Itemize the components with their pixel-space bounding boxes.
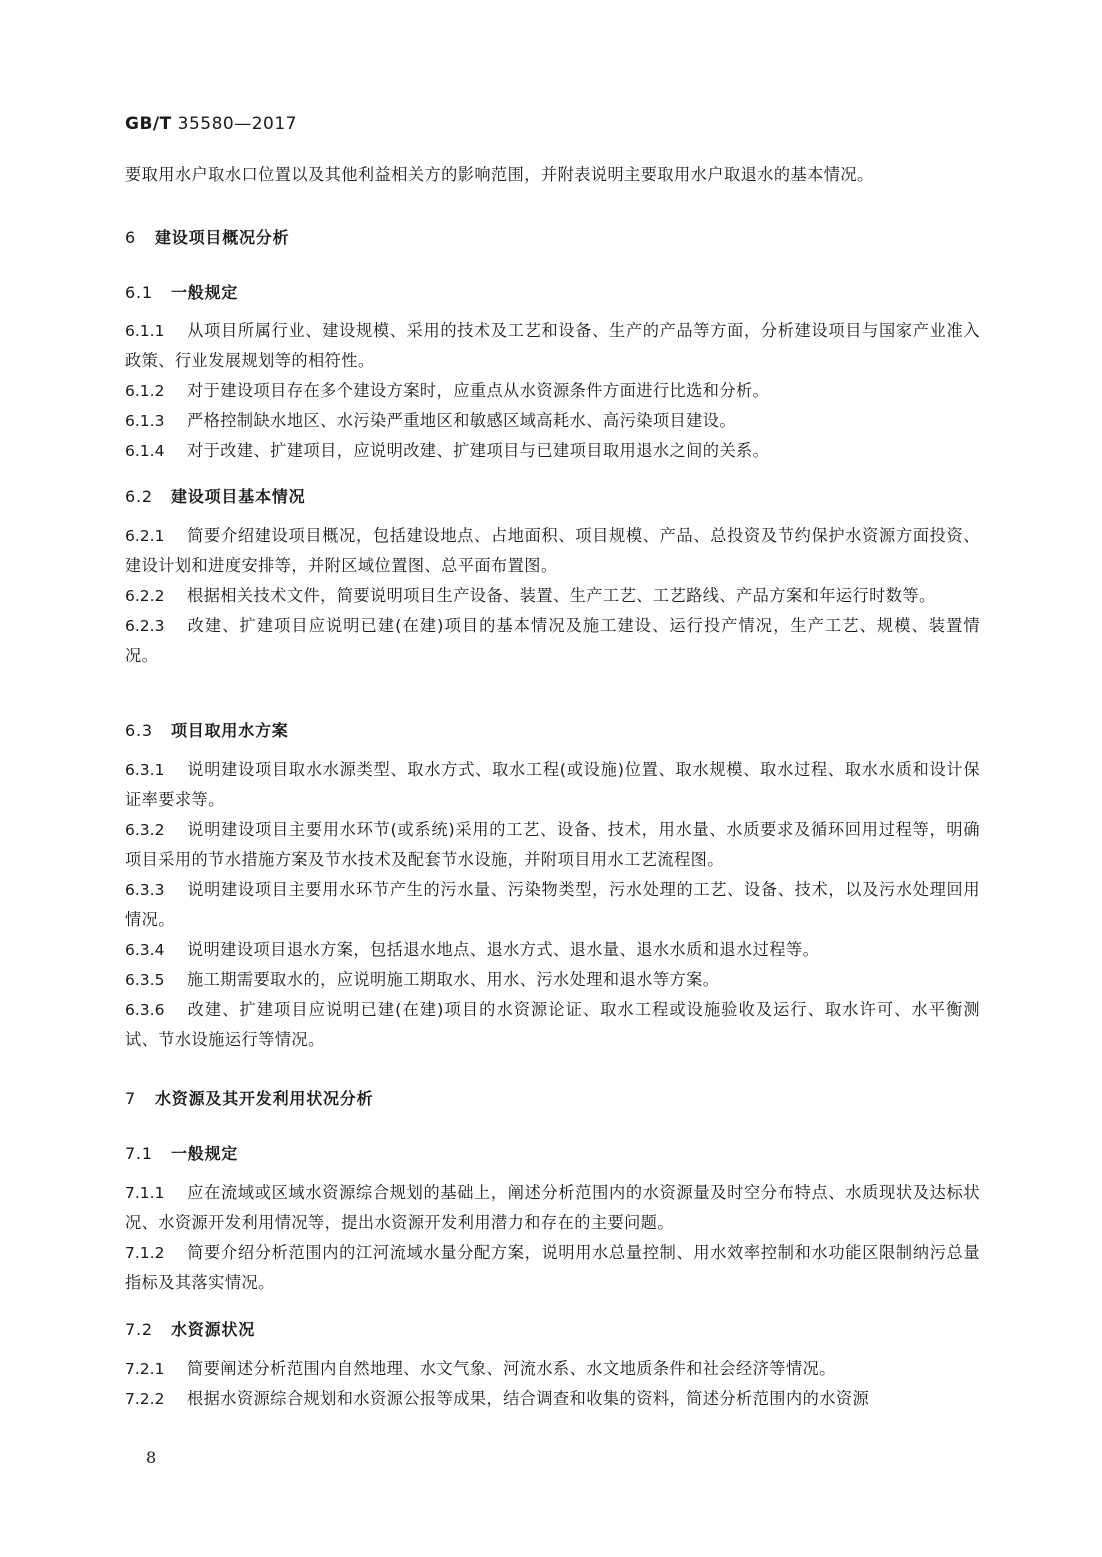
section-7-2-clauses: [125, 1354, 980, 1414]
clause-6-3-1: [125, 755, 980, 815]
clause-number: 6.3.3: [125, 881, 165, 899]
clause-number: 6.2.1: [125, 527, 165, 545]
standard-code: [125, 114, 297, 134]
intro-text: 要取用水户取水口位置以及其他利益相关方的影响范围，并附表说明主要取用水户取退水的基本情况。: [125, 165, 874, 184]
section-7-1-clauses: [125, 1178, 980, 1298]
clause-text: 说明建设项目取水水源类型、取水方式、取水工程(或设施)位置、取水规模、取水过程、取水水质和设计保证率要求等。: [125, 760, 980, 809]
standard-number: 35580—2017: [177, 114, 297, 134]
clause-text: 简要介绍建设项目概况，包括建设地点、占地面积、项目规模、产品、总投资及节约保护水资源方面投资、建设计划和进度安排等，并附区域位置图、总平面布置图。: [125, 526, 980, 575]
clause-6-3-3: [125, 875, 980, 935]
clause-6-1-3: [125, 406, 980, 436]
section-7-2-heading: [125, 1317, 980, 1340]
section-6-title: 建设项目概况分析: [155, 228, 290, 247]
clause-number: 6.3.6: [125, 1001, 165, 1019]
clause-number: 7.2.1: [125, 1360, 165, 1378]
standard-prefix: GB/T: [125, 114, 172, 134]
section-6-1-heading: [125, 280, 980, 303]
section-6-1-clauses: [125, 316, 980, 466]
clause-number: 6.1.4: [125, 442, 165, 460]
clause-6-3-4: [125, 935, 980, 965]
section-6-3-heading: [125, 718, 980, 741]
clause-number: 7.2.2: [125, 1390, 165, 1408]
clause-number: 7.1.2: [125, 1244, 165, 1262]
clause-7-1-1: [125, 1178, 980, 1238]
clause-text: 根据相关技术文件，简要说明项目生产设备、装置、生产工艺、工艺路线、产品方案和年运行时数等。: [187, 586, 936, 605]
clause-text: 说明建设项目退水方案，包括退水地点、退水方式、退水量、退水水质和退水过程等。: [187, 940, 820, 959]
clause-number: 6.3.2: [125, 821, 165, 839]
section-6-3-number: 6.3: [125, 721, 153, 740]
section-7-1-heading: [125, 1141, 980, 1164]
section-6-2-clauses: [125, 521, 980, 671]
clause-text: 简要介绍分析范围内的江河流域水量分配方案，说明用水总量控制、用水效率控制和水功能区限制纳污总量指标及其落实情况。: [125, 1243, 980, 1292]
section-7-1-title: 一般规定: [171, 1144, 239, 1163]
clause-number: 6.2.2: [125, 587, 165, 605]
clause-text: 应在流域或区域水资源综合规划的基础上，阐述分析范围内的水资源量及时空分布特点、水质现状及达标状况、水资源开发利用情况等，提出水资源开发利用潜力和存在的主要问题。: [125, 1183, 980, 1232]
clause-text: 对于建设项目存在多个建设方案时，应重点从水资源条件方面进行比选和分析。: [187, 381, 770, 400]
section-6-3-title: 项目取用水方案: [171, 721, 289, 740]
clause-number: 6.2.3: [125, 617, 165, 635]
clause-text: 说明建设项目主要用水环节产生的污水量、污染物类型，污水处理的工艺、设备、技术，以及污水处理回用情况。: [125, 880, 980, 929]
clause-6-1-4: [125, 436, 980, 466]
clause-6-2-2: [125, 581, 980, 611]
clause-number: 6.1.2: [125, 382, 165, 400]
section-6-3-clauses: [125, 755, 980, 1055]
clause-text: 严格控制缺水地区、水污染严重地区和敏感区域高耗水、高污染项目建设。: [187, 411, 737, 430]
clause-text: 对于改建、扩建项目，应说明改建、扩建项目与已建项目取用退水之间的关系。: [187, 441, 770, 460]
clause-6-1-2: [125, 376, 980, 406]
clause-number: 6.3.5: [125, 971, 165, 989]
section-7-1-number: 7.1: [125, 1144, 153, 1163]
clause-6-2-3: [125, 611, 980, 671]
clause-6-1-1: [125, 316, 980, 376]
clause-number: 6.3.1: [125, 761, 165, 779]
section-6-1-title: 一般规定: [171, 283, 239, 302]
clause-text: 改建、扩建项目应说明已建(在建)项目的水资源论证、取水工程或设施验收及运行、取水许可、水平衡测试、节水设施运行等情况。: [125, 1000, 980, 1049]
section-7-heading: [125, 1086, 980, 1109]
clause-text: 从项目所属行业、建设规模、采用的技术及工艺和设备、生产的产品等方面，分析建设项目与国家产业准入政策、行业发展规划等的相符性。: [125, 321, 980, 370]
section-6-1-number: 6.1: [125, 283, 153, 302]
clause-number: 7.1.1: [125, 1184, 165, 1202]
clause-number: 6.1.1: [125, 322, 165, 340]
clause-6-2-1: [125, 521, 980, 581]
intro-paragraph: [125, 160, 980, 190]
page-number: 8: [146, 1448, 157, 1467]
clause-6-3-6: [125, 995, 980, 1055]
section-7-number: 7: [125, 1089, 136, 1108]
clause-text: 施工期需要取水的，应说明施工期取水、用水、污水处理和退水等方案。: [187, 970, 720, 989]
clause-6-3-5: [125, 965, 980, 995]
clause-text: 根据水资源综合规划和水资源公报等成果，结合调查和收集的资料，简述分析范围内的水资源: [187, 1389, 870, 1408]
clause-6-3-2: [125, 815, 980, 875]
section-6-2-number: 6.2: [125, 487, 153, 506]
clause-7-2-1: [125, 1354, 980, 1384]
clause-text: 改建、扩建项目应说明已建(在建)项目的基本情况及施工建设、运行投产情况，生产工艺、规模、装置情况。: [125, 616, 980, 665]
clause-number: 6.1.3: [125, 412, 165, 430]
section-7-2-number: 7.2: [125, 1320, 153, 1339]
section-6-heading: [125, 225, 980, 248]
section-7-2-title: 水资源状况: [171, 1320, 256, 1339]
section-6-2-heading: [125, 484, 980, 507]
clause-text: 简要阐述分析范围内自然地理、水文气象、河流水系、水文地质条件和社会经济等情况。: [187, 1359, 836, 1378]
clause-number: 6.3.4: [125, 941, 165, 959]
clause-7-1-2: [125, 1238, 980, 1298]
clause-text: 说明建设项目主要用水环节(或系统)采用的工艺、设备、技术，用水量、水质要求及循环回用过程等，明确项目采用的节水措施方案及节水技术及配套节水设施，并附项目用水工艺流程图。: [125, 820, 980, 869]
clause-7-2-2: [125, 1384, 980, 1414]
section-7-title: 水资源及其开发利用状况分析: [155, 1089, 374, 1108]
section-6-number: 6: [125, 228, 136, 247]
section-6-2-title: 建设项目基本情况: [171, 487, 306, 506]
